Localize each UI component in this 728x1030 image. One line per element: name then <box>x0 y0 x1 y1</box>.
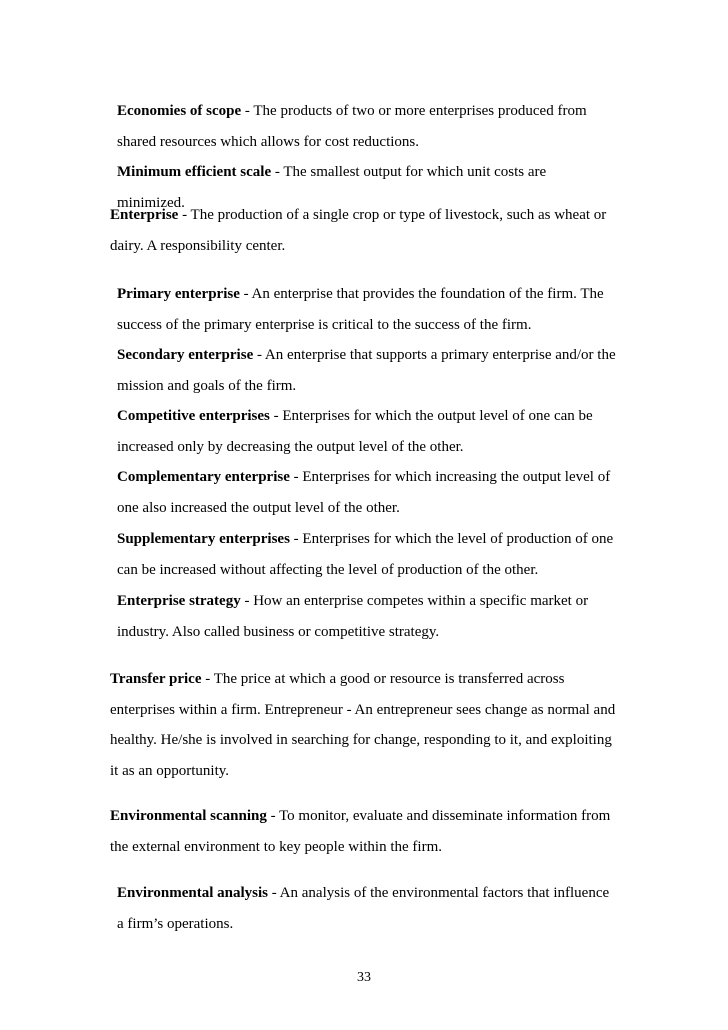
glossary-entry-environmental-analysis <box>117 878 617 939</box>
term: Primary enterprise <box>117 286 240 302</box>
definition: - An enterprise that supports a primary enterprise and/or the mission and goals of the firm. <box>117 347 616 394</box>
definition: - The products of two or more enterprises produced from shared resources which allows for cost reductions. <box>117 103 587 150</box>
term: Minimum efficient scale <box>117 164 272 180</box>
glossary-entry-complementary-enterprise <box>117 462 617 523</box>
definition: - Enterprises for which the level of production of one can be increased without affecting the level of production of the other. <box>117 531 614 578</box>
definition: - An analysis of the environmental factors that influence a firm’s operations. <box>117 885 610 932</box>
glossary-entry-primary-enterprise <box>117 279 617 340</box>
term: Enterprise strategy <box>117 593 241 609</box>
term: Supplementary enterprises <box>117 531 290 547</box>
glossary-entry-environmental-scanning <box>110 801 617 862</box>
term: Transfer price <box>110 671 202 687</box>
glossary-entry-enterprise-strategy <box>117 586 617 647</box>
definition: - Enterprises for which increasing the output level of one also increased the output level of the other. <box>117 469 611 516</box>
term: Secondary enterprise <box>117 347 254 363</box>
glossary-entry-secondary-enterprise <box>117 340 617 401</box>
glossary-entry-supplementary-enterprises <box>117 524 617 585</box>
term: Environmental scanning <box>110 808 267 824</box>
page-number: 33 <box>357 970 371 985</box>
definition: - An enterprise that provides the foundation of the firm. The success of the primary enterprise is critical to the success of the firm. <box>117 286 604 333</box>
definition: - The production of a single crop or type of livestock, such as wheat or dairy. A responsibility center. <box>110 207 607 254</box>
glossary-entry-economies-of-scope <box>117 96 617 157</box>
term: Economies of scope <box>117 103 242 119</box>
definition: - To monitor, evaluate and disseminate information from the external environment to key people within the firm. <box>110 808 611 855</box>
definition: - Enterprises for which the output level of one can be increased only by decreasing the output level of the other. <box>117 408 593 455</box>
definition: - The price at which a good or resource is transferred across enterprises within a firm. Entrepreneur - An entrepreneur sees change as normal and healthy. He/she is involved in searching for change, responding to it, and exploiting it as an opportunity. <box>110 671 616 779</box>
term: Environmental analysis <box>117 885 269 901</box>
glossary-entry-competitive-enterprises <box>117 401 617 462</box>
glossary-entry-transfer-price <box>110 664 617 786</box>
term: Enterprise <box>110 207 179 223</box>
term: Complementary enterprise <box>117 469 290 485</box>
definition: - The smallest output for which unit costs are minimized. <box>117 164 547 211</box>
term: Competitive enterprises <box>117 408 270 424</box>
definition: - How an enterprise competes within a specific market or industry. Also called business or competitive strategy. <box>117 593 589 640</box>
glossary-entry-enterprise <box>110 200 617 261</box>
